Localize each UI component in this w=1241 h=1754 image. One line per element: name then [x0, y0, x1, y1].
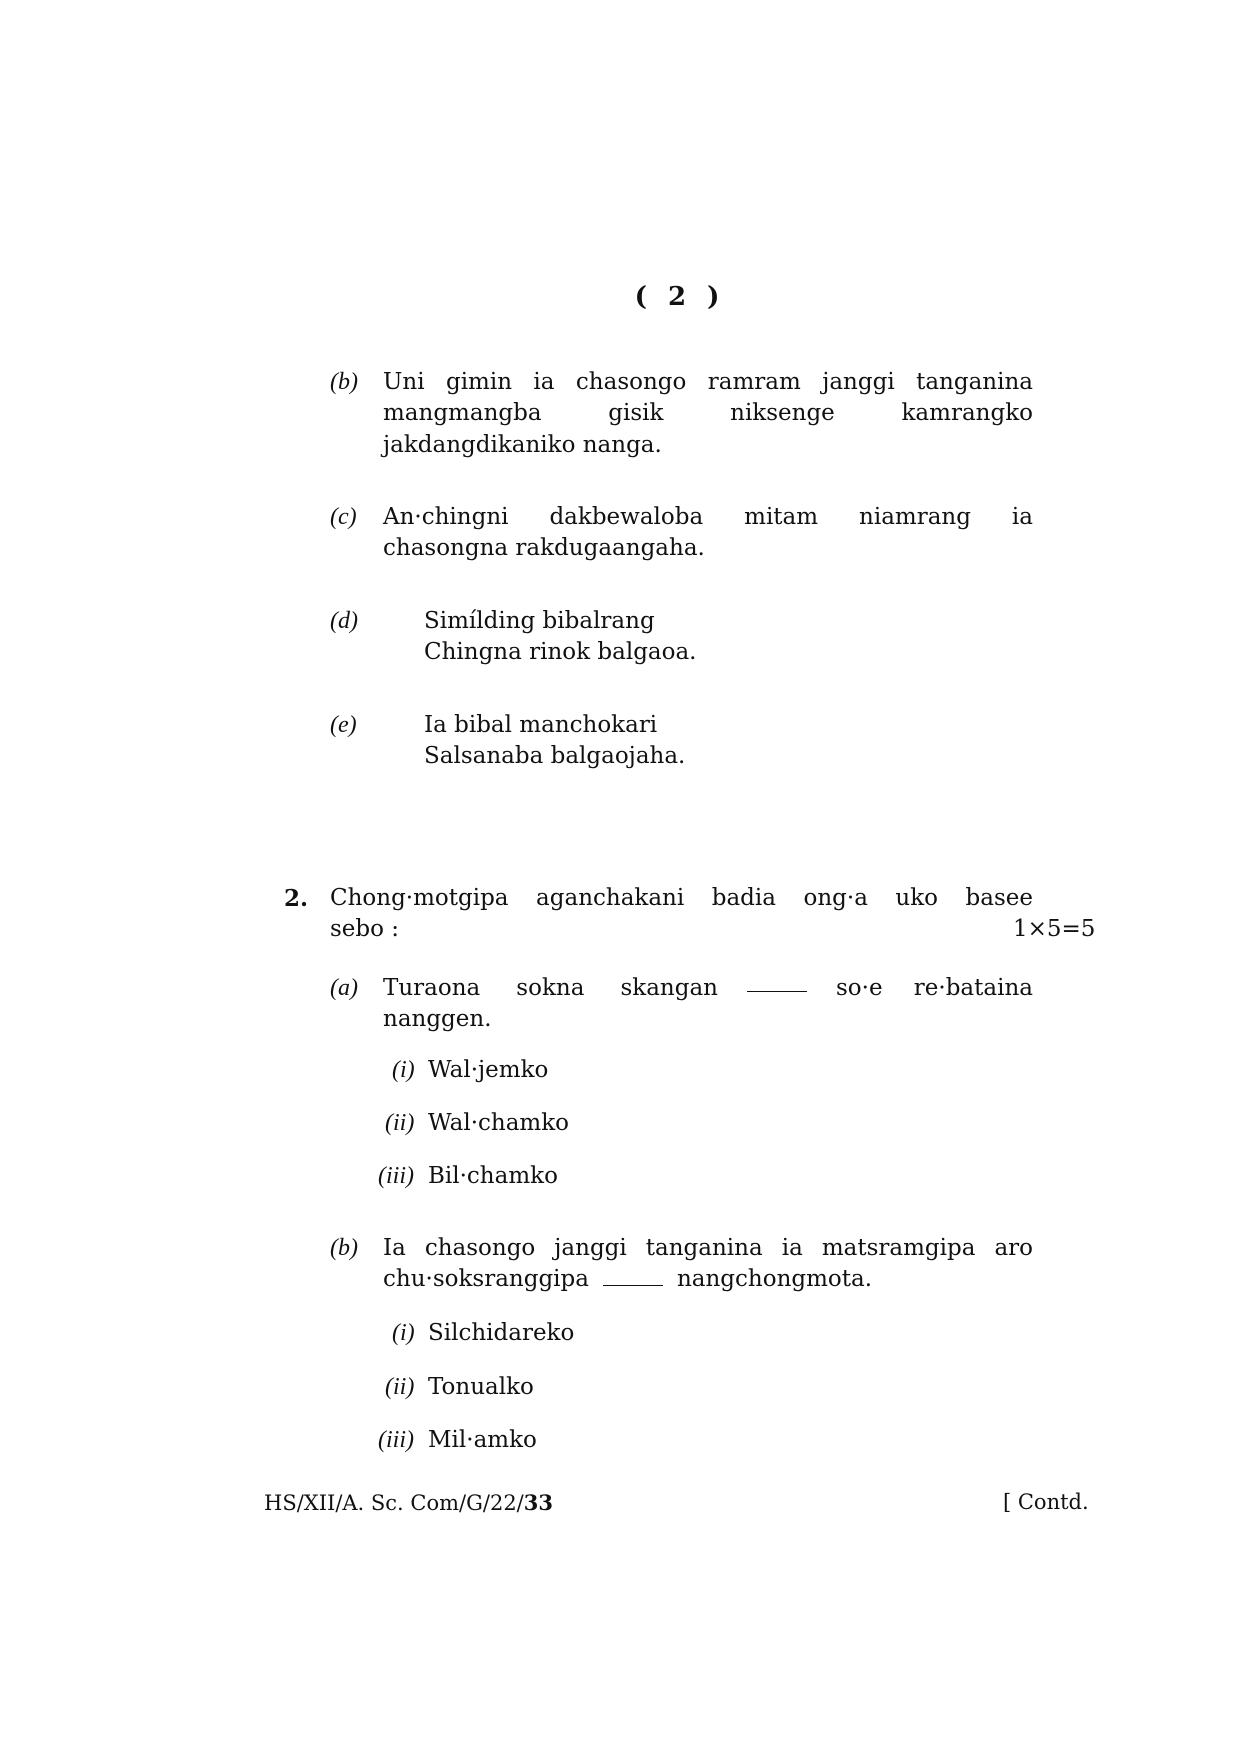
page-number: ( 2 ) [634, 282, 726, 312]
option-label: (iii) [378, 1163, 414, 1189]
item-label: (b) [330, 369, 358, 395]
paper-code [264, 1487, 553, 1519]
continued-marker: [ Contd. [1003, 1490, 1089, 1514]
answer-blank [603, 1267, 663, 1286]
fill-blank-before: Turaona sokna skangan [383, 975, 718, 1001]
item-label: (a) [330, 975, 358, 1001]
poem-line: Simílding bibalrang [424, 608, 655, 634]
answer-blank [747, 973, 807, 992]
poem-line: Chingna rinok balgaoa. [424, 639, 697, 665]
option-text: Tonualko [428, 1374, 534, 1400]
option-text: Silchidareko [428, 1320, 575, 1346]
option-label: (i) [392, 1320, 415, 1346]
poem-line: Ia bibal manchokari [424, 712, 658, 738]
option-label: (iii) [378, 1427, 414, 1453]
question-text-line: Chong·motgipa aganchakani badia ong·a uko basee [330, 885, 1033, 911]
option-text: Wal·chamko [428, 1110, 570, 1136]
fill-blank-after: so·e re·bataina [836, 975, 1033, 1001]
fill-blank-line [383, 1264, 872, 1295]
fill-blank-after: nangchongmota. [676, 1266, 873, 1292]
poem-line: Salsanaba balgaojaha. [424, 743, 686, 769]
fill-blank-before: chu·soksranggipa [383, 1266, 589, 1292]
option-label: (ii) [385, 1374, 415, 1400]
item-text-line: mangmangba gisik niksenge kamrangko [383, 400, 1033, 426]
item-text-line: Ia chasongo janggi tanganina ia matsramgipa aro [383, 1235, 1033, 1261]
fill-blank-line [383, 973, 1033, 1004]
option-text: Mil·amko [428, 1427, 537, 1453]
item-label: (d) [330, 608, 358, 634]
option-text: Wal·jemko [428, 1057, 549, 1083]
option-label: (i) [392, 1057, 415, 1083]
item-text-line: nanggen. [383, 1006, 492, 1032]
item-label: (c) [330, 504, 357, 530]
question-text-line: sebo : [330, 916, 400, 942]
item-text-line: An·chingni dakbewaloba mitam niamrang ia [383, 504, 1033, 530]
item-label: (b) [330, 1235, 358, 1261]
item-text-line: Uni gimin ia chasongo ramram janggi tanganina [383, 369, 1033, 395]
marks: 1×5=5 [1013, 916, 1096, 942]
option-label: (ii) [385, 1110, 415, 1136]
paper-code-number: 33 [523, 1490, 553, 1515]
paper-code-text: HS/XII/A. Sc. Com/G/22/ [264, 1491, 524, 1515]
item-text-line: jakdangdikaniko nanga. [383, 432, 662, 458]
item-label: (e) [330, 712, 357, 738]
item-text-line: chasongna rakdugaangaha. [383, 535, 705, 561]
question-number: 2. [284, 885, 309, 912]
option-text: Bil·chamko [428, 1163, 558, 1189]
